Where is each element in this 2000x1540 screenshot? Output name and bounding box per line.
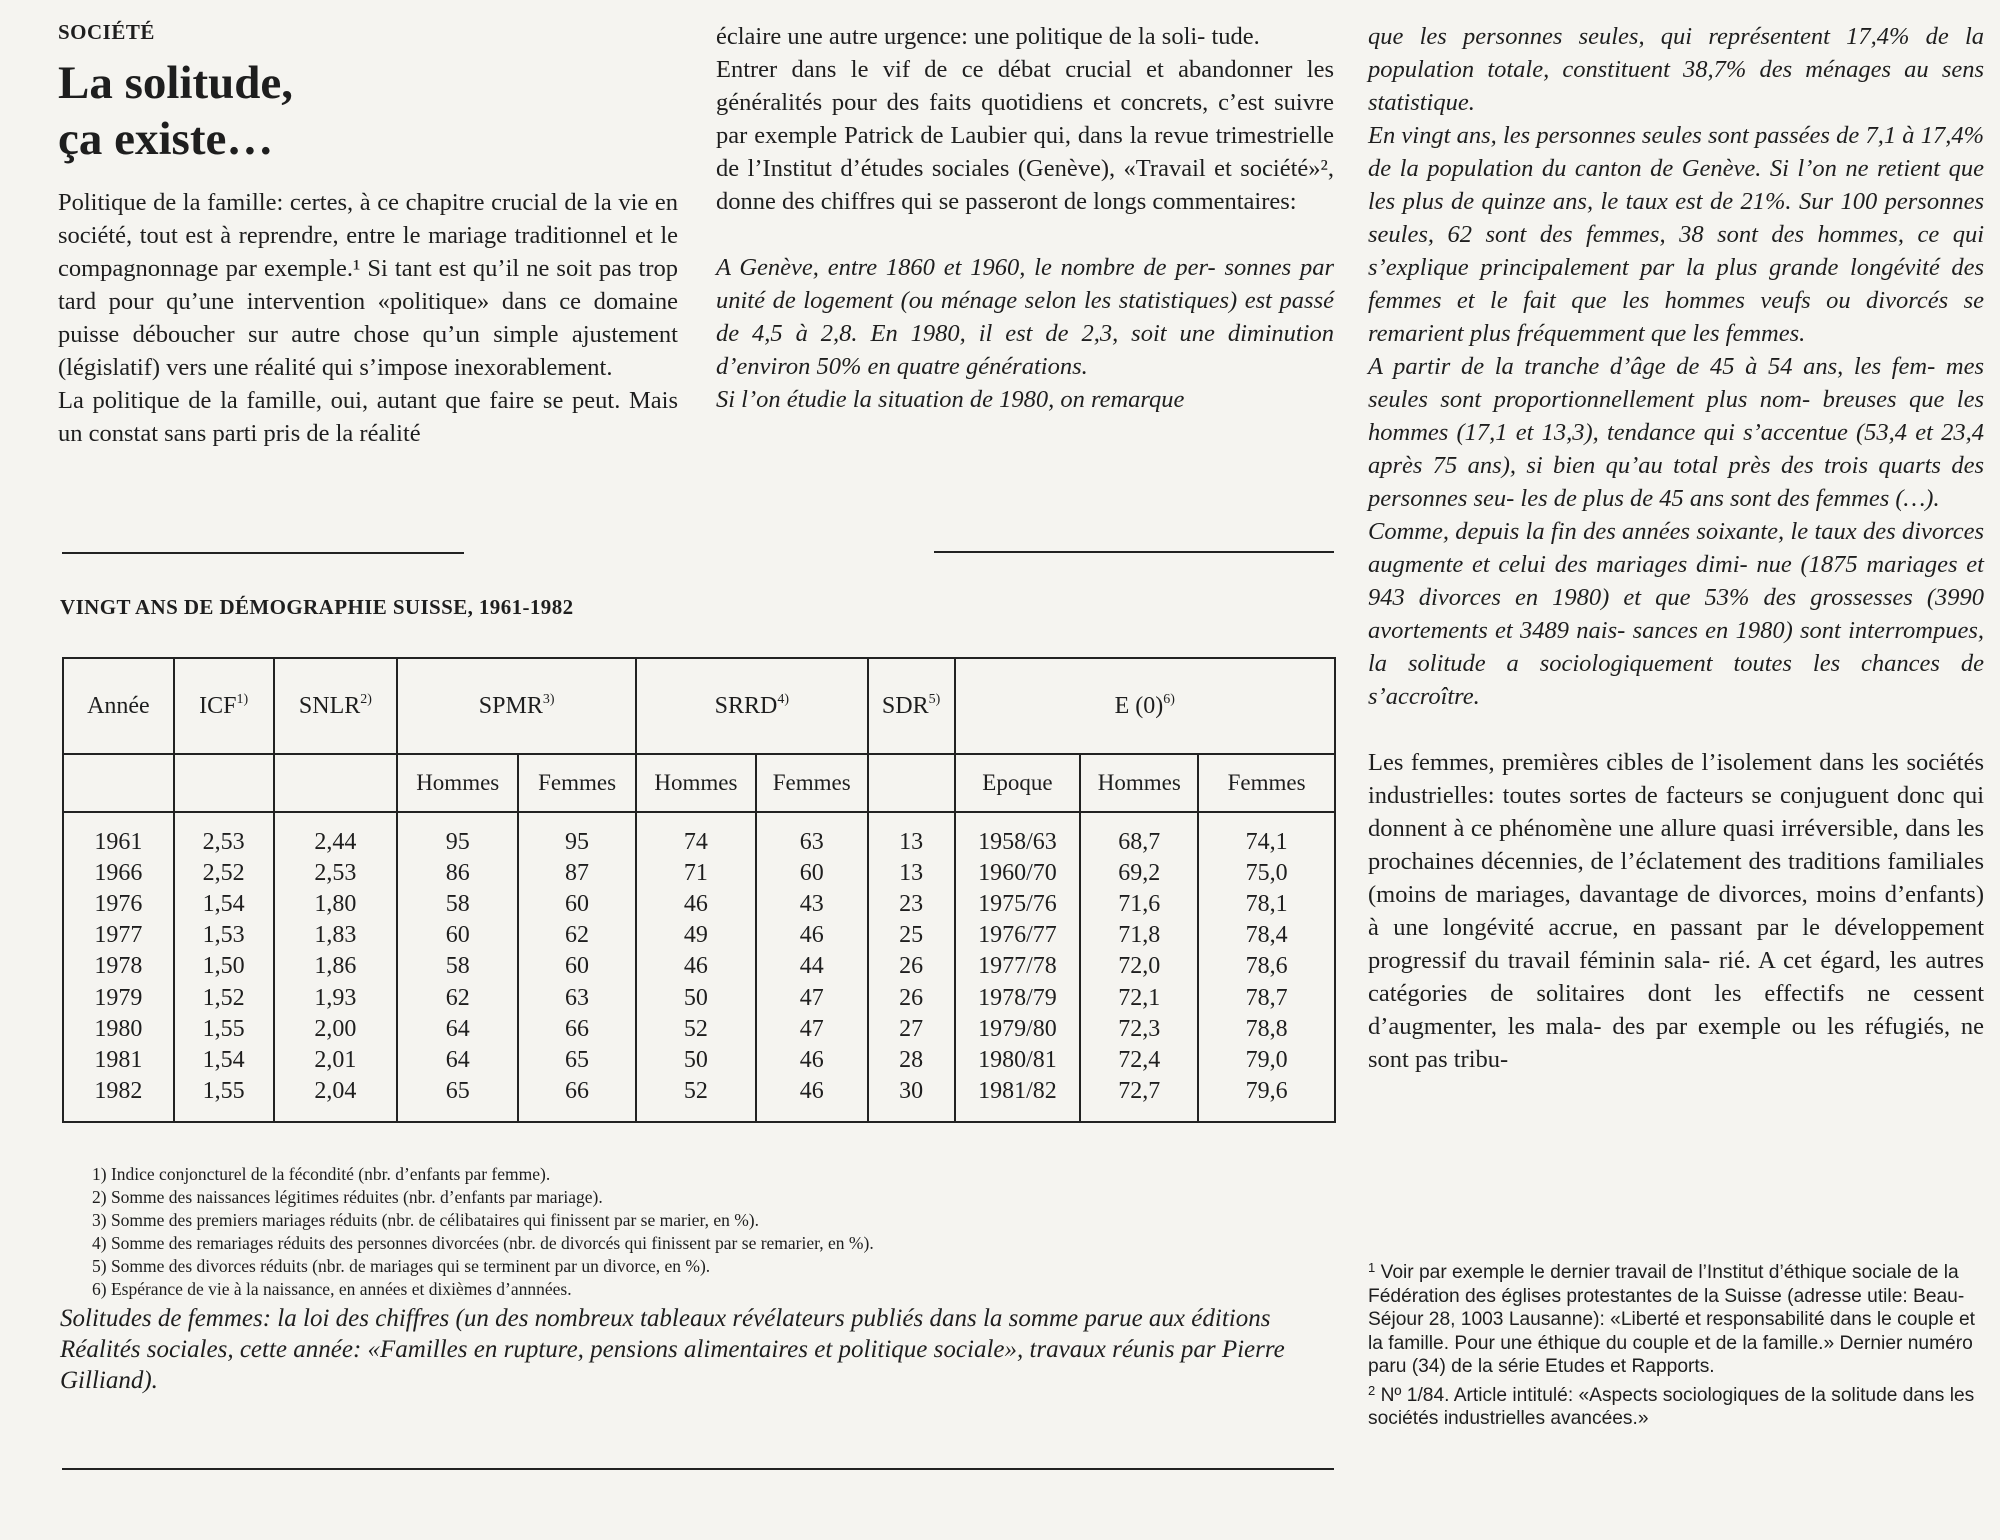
- table-cell: 1961: [63, 812, 174, 858]
- table-cell: 1,52: [174, 983, 274, 1014]
- demography-table: [62, 657, 1336, 1123]
- table-row: [63, 1014, 1335, 1045]
- table-cell: 2,52: [174, 858, 274, 889]
- table-cell: 46: [756, 1076, 868, 1122]
- table-cell: 13: [868, 812, 955, 858]
- table-cell: 63: [756, 812, 868, 858]
- table-footnotes: [92, 1163, 874, 1301]
- table-cell: 65: [518, 1045, 636, 1076]
- subheader-spmr-femmes: Femmes: [518, 754, 636, 812]
- col2-paragraph-2: Entrer dans le vif de ce débat crucial et abandonner les généralités pour des faits quotidiens et concrets, c’est suivre par exemple Patrick de Laubier qui, dans la revue trimestrielle de l’Institut d’études sociales (Genève), «Travail et société»², donne des chiffres qui se passeront de longs commentaires:: [716, 56, 1335, 215]
- table-cell: 1977/78: [955, 951, 1081, 982]
- table-cell: 1978: [63, 951, 174, 982]
- article-column-3: [1368, 20, 1984, 1076]
- caption-text: Solitudes de femmes: la loi des chiffres (un des nombreux tableaux révélateurs publiés dans la somme parue aux éditions Réalités sociales, cette année: «Familles en rupture, pensions alimentaires et politique sociale», travaux réunis par Pierre Gilliand).: [60, 1305, 1285, 1394]
- headline-line-1: La solitude,: [58, 57, 294, 109]
- header-srrd: SRRD$^{4)}$: [636, 658, 868, 754]
- table-cell: 66: [518, 1076, 636, 1122]
- col3-quote-1: que les personnes seules, qui représentent 17,4% de la population totale, constituent 38,7% des ménages au sens statistique.: [1368, 23, 1985, 116]
- table-cell: 26: [868, 983, 955, 1014]
- table-cell: 1980/81: [955, 1045, 1081, 1076]
- table-cell: 78,7: [1198, 983, 1335, 1014]
- table-body: [63, 812, 1335, 1122]
- table-cell: 1958/63: [955, 812, 1081, 858]
- article-footnotes: [1368, 1256, 1984, 1431]
- table-cell: 13: [868, 858, 955, 889]
- table-cell: 25: [868, 920, 955, 951]
- col2-paragraph-1: éclaire une autre urgence: une politique de la soli- tude.: [716, 23, 1260, 50]
- table-cell: 46: [756, 1045, 868, 1076]
- subheader-e0-hommes: Hommes: [1080, 754, 1198, 812]
- article-column-1: [58, 186, 678, 450]
- table-cell: 1,86: [274, 951, 398, 982]
- table-cell: 2,53: [174, 812, 274, 858]
- table-cell: 72,4: [1080, 1045, 1198, 1076]
- divider-rule-right: [934, 551, 1334, 553]
- table-row: [63, 812, 1335, 858]
- table-row: [63, 1076, 1335, 1122]
- table-cell: 50: [636, 1045, 756, 1076]
- table-cell: 46: [636, 951, 756, 982]
- subheader-srrd-hommes: Hommes: [636, 754, 756, 812]
- table-title: VINGT ANS DE DÉMOGRAPHIE SUISSE, 1961-1982: [60, 595, 574, 619]
- table-cell: 50: [636, 983, 756, 1014]
- table-cell: 27: [868, 1014, 955, 1045]
- table-cell: 72,3: [1080, 1014, 1198, 1045]
- table-cell: 87: [518, 858, 636, 889]
- table-cell: 1,55: [174, 1014, 274, 1045]
- table-cell: 72,1: [1080, 983, 1198, 1014]
- col2-quote-1: A Genève, entre 1860 et 1960, le nombre de per- sonnes par unité de logement (ou ménage selon les statistiques) est passé de 4,5 à 2,8. En 1980, il est de 2,3, soit une diminution d’environ 50% en quatre générations.: [716, 254, 1335, 380]
- table-row: [63, 858, 1335, 889]
- footnote-1-marker: 1: [1368, 1260, 1376, 1275]
- table-cell: 78,1: [1198, 889, 1335, 920]
- col1-paragraph-2: La politique de la famille, oui, autant que faire se peut. Mais un constat sans parti pris de la réalité: [58, 387, 679, 447]
- header-snlr: SNLR$^{2)}$: [274, 658, 398, 754]
- table-cell: 60: [518, 889, 636, 920]
- table-cell: 46: [756, 920, 868, 951]
- table-cell: 52: [636, 1076, 756, 1122]
- table-cell: 72,7: [1080, 1076, 1198, 1122]
- table-cell: 66: [518, 1014, 636, 1045]
- table-cell: 1976/77: [955, 920, 1081, 951]
- footnote-2-marker: 2: [1368, 1382, 1376, 1398]
- table-cell: 46: [636, 889, 756, 920]
- table-footnote: 3) Somme des premiers mariages réduits (nbr. de célibataires qui finissent par se marier, en %).: [92, 1210, 759, 1230]
- table-cell: 75,0: [1198, 858, 1335, 889]
- table-cell: 1960/70: [955, 858, 1081, 889]
- table-cell: 1979/80: [955, 1014, 1081, 1045]
- table-cell: 74,1: [1198, 812, 1335, 858]
- col3-quote-4: Comme, depuis la fin des années soixante, le taux des divorces augmente et celui des mariages dimi- nue (1875 mariages et 943 divorces en 1980) et que 53% des grossesses (3990 avortements et 3489 nais- sances en 1980) sont interrompues, la solitude a sociologiquement toutes les chances de s’accroître.: [1368, 518, 1985, 710]
- table-cell: 63: [518, 983, 636, 1014]
- table-cell: 69,2: [1080, 858, 1198, 889]
- table-cell: 1976: [63, 889, 174, 920]
- table-footnote: 1) Indice conjoncturel de la fécondité (nbr. d’enfants par femme).: [92, 1164, 551, 1184]
- table-cell: 79,6: [1198, 1076, 1335, 1122]
- table-cell: 2,00: [274, 1014, 398, 1045]
- table-footnote: 6) Espérance de vie à la naissance, en années et dixièmes d’annnées.: [92, 1279, 572, 1299]
- col1-paragraph-1: Politique de la famille: certes, à ce chapitre crucial de la vie en société, tout est à reprendre, entre le mariage traditionnel et le compagnonnage par exemple.¹ Si tant est qu’il ne soit pas trop tard pour qu’une intervention «politique» dans ce domaine puisse déboucher sur autre chose qu’un simple ajustement (législatif) vers une réalité qui s’impose inexorablement.: [58, 189, 679, 381]
- table-cell: 62: [518, 920, 636, 951]
- table-row: [63, 889, 1335, 920]
- table-cell: 79,0: [1198, 1045, 1335, 1076]
- subheader-srrd-femmes: Femmes: [756, 754, 868, 812]
- headline: [58, 55, 293, 167]
- table-cell: 1,55: [174, 1076, 274, 1122]
- table-cell: 1975/76: [955, 889, 1081, 920]
- table-cell: 65: [397, 1076, 518, 1122]
- footnote-1: [1368, 1256, 1984, 1379]
- table-cell: 1966: [63, 858, 174, 889]
- table-cell: 28: [868, 1045, 955, 1076]
- table-cell: 71,6: [1080, 889, 1198, 920]
- table-cell: 2,04: [274, 1076, 398, 1122]
- table-cell: 60: [397, 920, 518, 951]
- table-cell: 95: [518, 812, 636, 858]
- table-cell: 1981/82: [955, 1076, 1081, 1122]
- article-column-2: [716, 20, 1334, 416]
- table-cell: 78,6: [1198, 951, 1335, 982]
- table-cell: 62: [397, 983, 518, 1014]
- table-cell: 2,53: [274, 858, 398, 889]
- table-footnote: 2) Somme des naissances légitimes réduites (nbr. d’enfants par mariage).: [92, 1187, 603, 1207]
- table-footnote: 4) Somme des remariages réduits des personnes divorcées (nbr. de divorcés qui finissent par se remarier, en %).: [92, 1233, 874, 1253]
- col2-quote-2: Si l’on étudie la situation de 1980, on remarque: [716, 386, 1185, 413]
- table-cell: 1978/79: [955, 983, 1081, 1014]
- table-row: [63, 920, 1335, 951]
- header-spmr: SPMR$^{3)}$: [397, 658, 636, 754]
- table-cell: 71,8: [1080, 920, 1198, 951]
- table-cell: 30: [868, 1076, 955, 1122]
- section-label: SOCIÉTÉ: [58, 20, 155, 44]
- footnote-2: [1368, 1379, 1984, 1431]
- subheader-spmr-hommes: Hommes: [397, 754, 518, 812]
- table-row: [63, 1045, 1335, 1076]
- header-e0: E $(0)^{6)}$: [955, 658, 1335, 754]
- table-cell: 26: [868, 951, 955, 982]
- table-cell: 95: [397, 812, 518, 858]
- table-cell: 2,44: [274, 812, 398, 858]
- col3-quote-3: A partir de la tranche d’âge de 45 à 54 ans, les fem- mes seules sont proportionnellement plus nom- breuses que les hommes (17,1 et 13,3), tendance qui s’accentue (53,4 et 23,4 après 75 ans), si bien qu’au total près des trois quarts des personnes seu- les de plus de 45 ans sont des femmes (…).: [1368, 353, 1984, 512]
- table-cell: 44: [756, 951, 868, 982]
- table-cell: 1,54: [174, 889, 274, 920]
- table-cell: 64: [397, 1045, 518, 1076]
- table-header-row: [63, 658, 1335, 754]
- divider-rule-bottom: [62, 1468, 1334, 1470]
- col3-quote-2: En vingt ans, les personnes seules sont passées de 7,1 à 17,4% de la population du canton de Genève. Si l’on ne retient que les plus de quinze ans, le taux est de 21%. Sur 100 personnes seules, 62 sont des femmes, 38 sont des hommes, ce qui s’explique principalement par la plus grande longévité des femmes et le fait que les hommes veufs ou divorcés se remarient plus fréquemment que les femmes.: [1368, 122, 1985, 347]
- table-cell: 1,50: [174, 951, 274, 982]
- footnote-1-text: Voir par exemple le dernier travail de l’Institut d’éthique sociale de la Fédération des églises protestantes de la Suisse (adresse utile: Beau-Séjour 28, 1003 Lausanne): «Liberté et responsabilité dans le couple et la famille. Pour une éthique du couple et de la famille.» Dernier numéro paru (34) de la série Etudes et Rapports.: [1368, 1262, 1975, 1377]
- table-cell: 1,80: [274, 889, 398, 920]
- table-cell: 60: [756, 858, 868, 889]
- table-cell: 23: [868, 889, 955, 920]
- header-sdr: SDR$^{5)}$: [868, 658, 955, 754]
- header-icf: ICF$^{1)}$: [174, 658, 274, 754]
- table-caption: [60, 1303, 1336, 1396]
- table-cell: 78,4: [1198, 920, 1335, 951]
- header-annee: Année: [63, 658, 174, 754]
- table-cell: 47: [756, 983, 868, 1014]
- table-row: [63, 983, 1335, 1014]
- headline-line-2: ça existe…: [58, 113, 274, 165]
- table-cell: 1,93: [274, 983, 398, 1014]
- col3-paragraph-1: Les femmes, premières cibles de l’isolement dans les sociétés industrielles: toutes sortes de facteurs se conjuguent donc qui donnent à ce phénomène une allure quasi irréversible, dans les prochaines décennies, de l’éclatement des traditions familiales (moins de mariages, davantage de divorces, moins d’enfants) à une longévité accrue, en passant par le développement progressif du travail féminin sala- rié. A cet égard, les autres catégories de solitaires dont les effectifs ne cessent d’augmenter, les mala- des par exemple ou les réfugiés, ne sont pas tribu-: [1368, 749, 1985, 1073]
- table-cell: 58: [397, 889, 518, 920]
- table-cell: 71: [636, 858, 756, 889]
- table-cell: 1981: [63, 1045, 174, 1076]
- table-cell: 1,53: [174, 920, 274, 951]
- table-cell: 43: [756, 889, 868, 920]
- table-cell: 1980: [63, 1014, 174, 1045]
- table-cell: 1979: [63, 983, 174, 1014]
- table-cell: 49: [636, 920, 756, 951]
- table-cell: 78,8: [1198, 1014, 1335, 1045]
- table-cell: 52: [636, 1014, 756, 1045]
- footnote-2-text: Nº 1/84. Article intitulé: «Aspects sociologiques de la solitude dans les sociétés industrielles avancées.»: [1368, 1384, 1975, 1429]
- table-cell: 1982: [63, 1076, 174, 1122]
- table-row: [63, 951, 1335, 982]
- table-footnote: 5) Somme des divorces réduits (nbr. de mariages qui se terminent par un divorce, en %).: [92, 1256, 711, 1276]
- table-cell: 1,83: [274, 920, 398, 951]
- table-cell: 64: [397, 1014, 518, 1045]
- table-cell: 74: [636, 812, 756, 858]
- table-cell: 58: [397, 951, 518, 982]
- table-cell: 68,7: [1080, 812, 1198, 858]
- table-cell: 2,01: [274, 1045, 398, 1076]
- table-cell: 1,54: [174, 1045, 274, 1076]
- table-cell: 72,0: [1080, 951, 1198, 982]
- table-cell: 60: [518, 951, 636, 982]
- table-subheader-row: [63, 754, 1335, 812]
- table-cell: 47: [756, 1014, 868, 1045]
- subheader-e0-femmes: Femmes: [1198, 754, 1335, 812]
- subheader-epoque: Epoque: [955, 754, 1081, 812]
- table-cell: 1977: [63, 920, 174, 951]
- divider-rule-left: [62, 552, 464, 554]
- table-cell: 86: [397, 858, 518, 889]
